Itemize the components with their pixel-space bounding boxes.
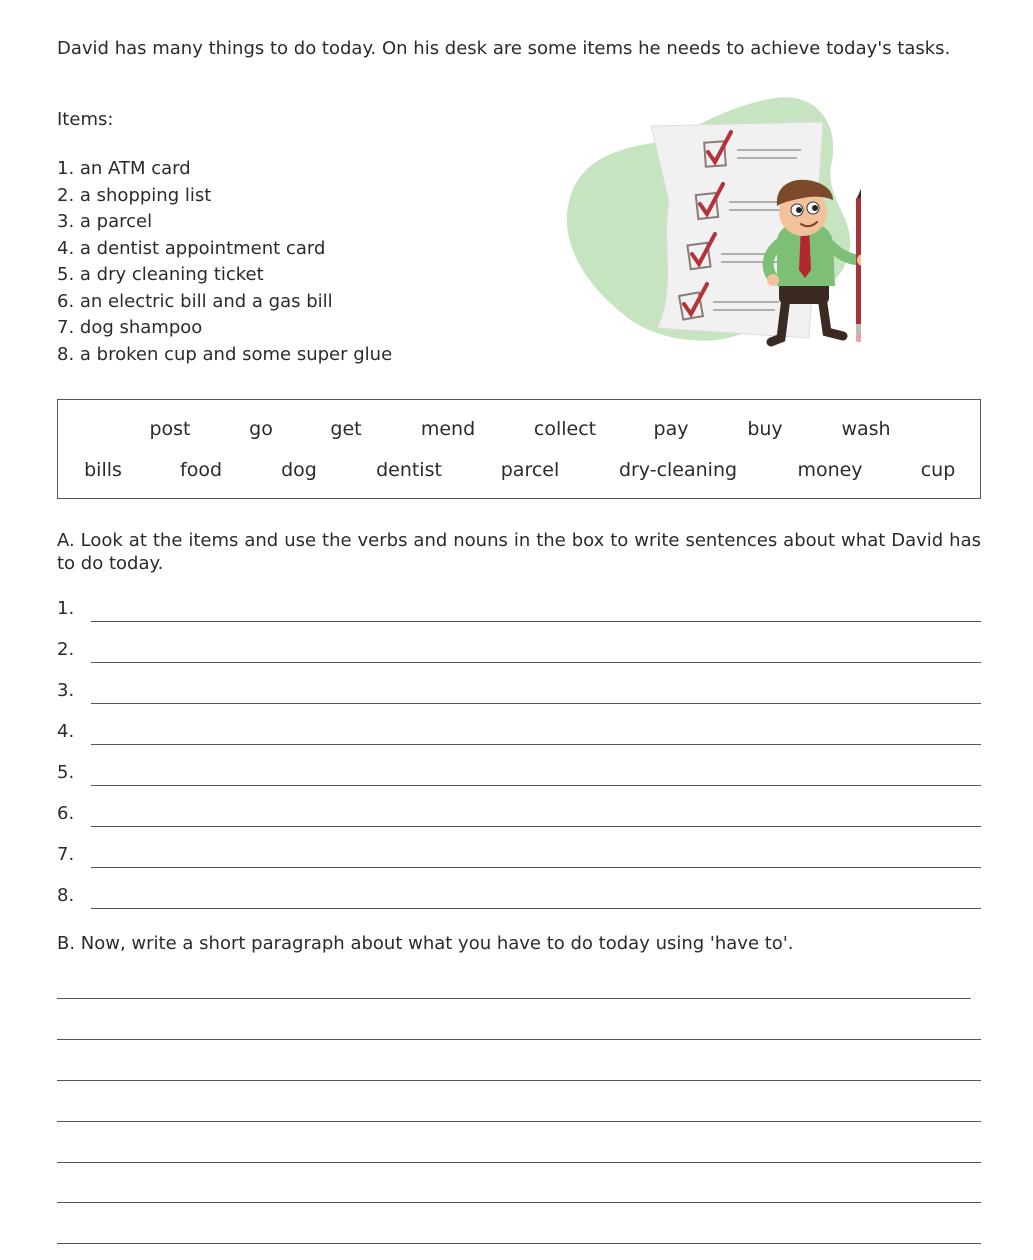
noun-word: food [180,459,222,481]
verb-word: buy [747,418,783,440]
verb-word: post [149,418,191,440]
noun-word: cup [920,459,956,481]
answer-line[interactable] [57,803,981,827]
answer-rule[interactable] [91,662,981,663]
answer-rule[interactable] [91,744,981,745]
checklist-illustration [565,92,861,350]
list-item: 3. a parcel [57,211,153,232]
answer-rule[interactable] [91,785,981,786]
answer-number: 2. [57,639,75,660]
answer-rule[interactable] [91,703,981,704]
answer-rule[interactable] [91,826,981,827]
answer-line[interactable] [57,885,981,909]
noun-word: money [797,459,863,481]
answer-rule[interactable] [91,621,981,622]
answer-number: 6. [57,803,75,824]
verb-word: pay [653,418,689,440]
section-b-instruction: B. Now, write a short paragraph about what you have to do today using 'have to'. [57,933,794,954]
pencil-icon [856,184,861,342]
list-item: 5. a dry cleaning ticket [57,264,264,285]
intro-text: David has many things to do today. On his desk are some items he needs to achieve today's tasks. [57,38,951,59]
list-item: 6. an electric bill and a gas bill [57,290,333,312]
paragraph-line[interactable] [57,1039,981,1040]
paragraph-line[interactable] [57,1121,981,1122]
paragraph-line[interactable] [57,1080,981,1081]
noun-word: dog [281,459,317,481]
answer-number: 5. [57,762,75,783]
paragraph-line[interactable] [57,998,971,999]
answer-number: 1. [57,598,75,619]
verb-word: collect [533,418,597,440]
answer-rule[interactable] [91,908,981,909]
noun-word: bills [84,459,122,481]
answer-line[interactable] [57,721,981,745]
noun-word: parcel [500,459,560,481]
answer-number: 3. [57,680,75,701]
answer-number: 4. [57,721,75,742]
list-item: 2. a shopping list [57,184,212,206]
list-item: 8. a broken cup and some super glue [57,343,393,365]
answer-number: 7. [57,844,75,865]
answer-line[interactable] [57,844,981,868]
paragraph-line[interactable] [57,1202,981,1203]
paragraph-line[interactable] [57,1162,981,1163]
list-item: 1. an ATM card [57,158,191,179]
word-box [57,399,981,499]
paragraph-line[interactable] [57,1243,981,1244]
items-list [57,156,392,368]
answer-rule[interactable] [91,867,981,868]
answer-line[interactable] [57,762,981,786]
list-item: 7. dog shampoo [57,317,203,338]
section-a-instruction: A. Look at the items and use the verbs and nouns in the box to write sentences about what David has to do today. [57,530,981,574]
answer-line[interactable] [57,598,981,622]
cartoon-man-icon [767,180,861,342]
verb-word: go [249,418,273,440]
verb-word: mend [420,418,476,440]
items-heading: Items: [57,109,114,130]
noun-word: dentist [376,459,442,481]
answer-number: 8. [57,885,75,906]
noun-word: dry-cleaning [618,459,738,481]
worksheet-page [57,0,981,1260]
verb-word: get [330,418,362,440]
answer-line[interactable] [57,639,981,663]
verb-word: wash [841,418,891,440]
list-item: 4. a dentist appointment card [57,237,326,259]
answer-line[interactable] [57,680,981,704]
